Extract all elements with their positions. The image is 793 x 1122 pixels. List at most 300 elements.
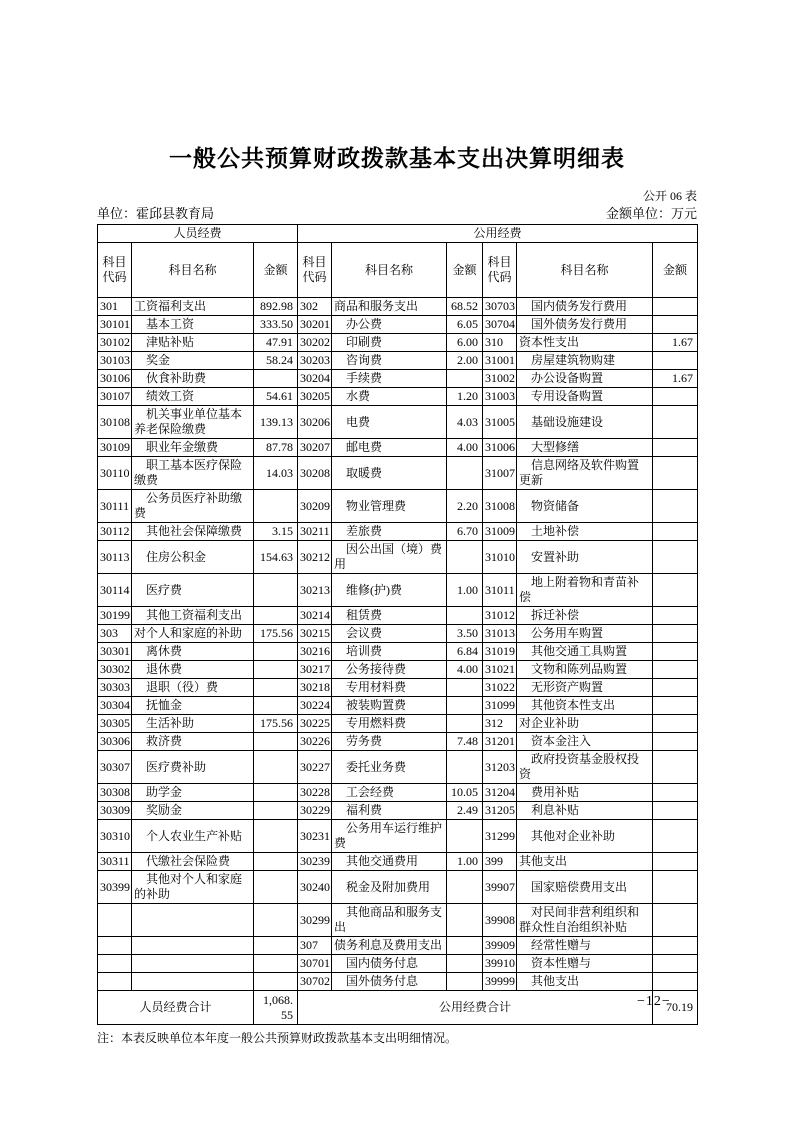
- amount-cell: [653, 490, 698, 523]
- amount-cell: [447, 679, 483, 697]
- unit-label: 单位：霍邱县教育局: [97, 206, 215, 221]
- amount-cell: [653, 853, 698, 871]
- amount-cell: 58.24: [254, 352, 298, 370]
- amount-cell: 1.00: [447, 574, 483, 607]
- amount-cell: [653, 751, 698, 784]
- amount-cell: 14.03: [254, 457, 298, 490]
- amount-cell: 6.70: [447, 523, 483, 541]
- subject-code-cell: 30211: [298, 523, 332, 541]
- subject-name-cell: 奖金: [132, 352, 254, 370]
- subject-name-cell: 信息网络及软件购置更新: [517, 457, 653, 490]
- amount-cell: [447, 370, 483, 388]
- table-row: [98, 334, 698, 352]
- amount-cell: 6.84: [447, 643, 483, 661]
- subject-code-cell: 31012: [483, 607, 517, 625]
- table-row: [98, 853, 698, 871]
- subject-code-cell: 30311: [98, 853, 132, 871]
- table-row: [98, 457, 698, 490]
- subject-code-cell: 30201: [298, 316, 332, 334]
- subject-code-cell: 302: [298, 298, 332, 316]
- amount-cell: [447, 607, 483, 625]
- table-row: [98, 802, 698, 820]
- amount-cell: [653, 643, 698, 661]
- subject-code-cell: 39909: [483, 937, 517, 955]
- amount-cell: [653, 955, 698, 973]
- subject-code-cell: 301: [98, 298, 132, 316]
- amount-cell: 333.50: [254, 316, 298, 334]
- subject-code-cell: 30217: [298, 661, 332, 679]
- subject-name-cell: 公务用车运行维护费: [332, 820, 447, 853]
- subject-code-cell: 30215: [298, 625, 332, 643]
- amount-cell: [653, 298, 698, 316]
- subject-name-cell: 对民间非营利组织和群众性自治组织补贴: [517, 904, 653, 937]
- amount-cell: [254, 904, 298, 937]
- subject-name-cell: 房屋建筑物购建: [517, 352, 653, 370]
- subject-code-cell: 30229: [298, 802, 332, 820]
- subject-code-cell: 31011: [483, 574, 517, 607]
- subject-name-cell: 印刷费: [332, 334, 447, 352]
- subject-name-cell: 专用设备购置: [517, 388, 653, 406]
- table-row: [98, 316, 698, 334]
- subject-name-cell: 助学金: [132, 784, 254, 802]
- subject-code-cell: 31007: [483, 457, 517, 490]
- amount-cell: [447, 820, 483, 853]
- subject-name-cell: 债务利息及费用支出: [332, 937, 447, 955]
- subject-code-cell: 30214: [298, 607, 332, 625]
- amount-cell: 175.56: [254, 625, 298, 643]
- table-note: 注：本表反映单位本年度一般公共预算财政拨款基本支出明细情况。: [97, 1031, 458, 1045]
- subject-name-cell: 手续费: [332, 370, 447, 388]
- meta-row: [97, 206, 697, 222]
- amount-cell: 2.20: [447, 490, 483, 523]
- subject-name-cell: 地上附着物和青苗补偿: [517, 574, 653, 607]
- subject-code-cell: 30207: [298, 439, 332, 457]
- subject-name-cell: 职工基本医疗保险缴费: [132, 457, 254, 490]
- subject-code-cell: 30701: [298, 955, 332, 973]
- amount-cell: [254, 853, 298, 871]
- subject-name-cell: [132, 937, 254, 955]
- totals-row: [98, 991, 698, 1025]
- amount-cell: [653, 733, 698, 751]
- subject-code-cell: 31205: [483, 802, 517, 820]
- amount-cell: [254, 784, 298, 802]
- col-header-name: 科目名称: [517, 243, 653, 298]
- subject-code-cell: 30213: [298, 574, 332, 607]
- table-row: [98, 439, 698, 457]
- amount-cell: 139.13: [254, 406, 298, 439]
- subject-code-cell: 30703: [483, 298, 517, 316]
- subject-name-cell: 其他支出: [517, 973, 653, 991]
- subject-name-cell: 其他支出: [517, 853, 653, 871]
- subject-code-cell: 30108: [98, 406, 132, 439]
- col-header-code: 科目代码: [98, 243, 132, 298]
- amount-cell: [653, 784, 698, 802]
- subject-code-cell: 30218: [298, 679, 332, 697]
- amount-cell: [653, 904, 698, 937]
- subject-name-cell: 培训费: [332, 643, 447, 661]
- table-row: [98, 352, 698, 370]
- subject-name-cell: 经常性赠与: [517, 937, 653, 955]
- amount-cell: 2.00: [447, 352, 483, 370]
- subject-name-cell: 物资储备: [517, 490, 653, 523]
- subject-code-cell: 30309: [98, 802, 132, 820]
- subject-name-cell: 劳务费: [332, 733, 447, 751]
- subject-name-cell: 国外债务付息: [332, 973, 447, 991]
- amount-cell: [653, 406, 698, 439]
- subject-code-cell: 30205: [298, 388, 332, 406]
- subject-name-cell: 其他对企业补助: [517, 820, 653, 853]
- subject-code-cell: [98, 955, 132, 973]
- table-tag-label: 公开 06 表: [642, 189, 697, 203]
- amount-cell: [254, 490, 298, 523]
- subject-code-cell: 312: [483, 715, 517, 733]
- subject-name-cell: 对个人和家庭的补助: [132, 625, 254, 643]
- table-row: [98, 388, 698, 406]
- amount-cell: 1.67: [653, 370, 698, 388]
- amount-cell: [653, 820, 698, 853]
- page-number: −12−: [637, 994, 671, 1009]
- amount-cell: [653, 973, 698, 991]
- subject-name-cell: 资本金注入: [517, 733, 653, 751]
- subject-name-cell: 伙食补助费: [132, 370, 254, 388]
- amount-cell: [254, 607, 298, 625]
- amount-cell: [653, 607, 698, 625]
- amount-cell: 4.00: [447, 661, 483, 679]
- subject-code-cell: 31008: [483, 490, 517, 523]
- subject-name-cell: 工会经费: [332, 784, 447, 802]
- subject-name-cell: 费用补贴: [517, 784, 653, 802]
- subject-name-cell: [132, 955, 254, 973]
- amount-cell: [254, 661, 298, 679]
- amount-cell: [653, 388, 698, 406]
- amount-cell: 4.03: [447, 406, 483, 439]
- amount-cell: 7.48: [447, 733, 483, 751]
- amount-cell: [254, 820, 298, 853]
- subject-code-cell: 31299: [483, 820, 517, 853]
- subject-name-cell: 电费: [332, 406, 447, 439]
- table-row: [98, 820, 698, 853]
- amount-cell: [254, 733, 298, 751]
- amount-cell: [447, 541, 483, 574]
- subject-name-cell: 退休费: [132, 661, 254, 679]
- subject-code-cell: 30310: [98, 820, 132, 853]
- subject-code-cell: 30204: [298, 370, 332, 388]
- subject-name-cell: 离休费: [132, 643, 254, 661]
- table-row: [98, 871, 698, 904]
- subject-name-cell: 公务员医疗补助缴费: [132, 490, 254, 523]
- amount-cell: [653, 871, 698, 904]
- amount-cell: [254, 751, 298, 784]
- subject-name-cell: 土地补偿: [517, 523, 653, 541]
- amount-cell: [653, 523, 698, 541]
- subject-code-cell: 31019: [483, 643, 517, 661]
- table-row: [98, 697, 698, 715]
- personnel-total-amount: [254, 991, 298, 1025]
- subject-code-cell: 30102: [98, 334, 132, 352]
- subject-code-cell: 30111: [98, 490, 132, 523]
- subject-name-cell: 被装购置费: [332, 697, 447, 715]
- subject-code-cell: 30302: [98, 661, 132, 679]
- subject-code-cell: 30704: [483, 316, 517, 334]
- subject-name-cell: 会议费: [332, 625, 447, 643]
- subject-name-cell: 其他商品和服务支出: [332, 904, 447, 937]
- amount-cell: [447, 871, 483, 904]
- table-row: [98, 937, 698, 955]
- subject-name-cell: 国内债务付息: [332, 955, 447, 973]
- table-row: [98, 607, 698, 625]
- subject-name-cell: 差旅费: [332, 523, 447, 541]
- subject-name-cell: 个人农业生产补贴: [132, 820, 254, 853]
- subject-code-cell: 30228: [298, 784, 332, 802]
- amount-cell: [254, 679, 298, 697]
- subject-code-cell: [98, 937, 132, 955]
- subject-code-cell: 39910: [483, 955, 517, 973]
- subject-name-cell: 水费: [332, 388, 447, 406]
- table-row: [98, 625, 698, 643]
- subject-name-cell: 无形资产购置: [517, 679, 653, 697]
- subject-code-cell: 30109: [98, 439, 132, 457]
- amount-cell: 54.61: [254, 388, 298, 406]
- amount-cell: [653, 439, 698, 457]
- subject-code-cell: 307: [298, 937, 332, 955]
- amount-cell: 154.63: [254, 541, 298, 574]
- subject-code-cell: 31001: [483, 352, 517, 370]
- subject-code-cell: 39999: [483, 973, 517, 991]
- table-row: [98, 679, 698, 697]
- amount-cell: [653, 937, 698, 955]
- subject-code-cell: 31005: [483, 406, 517, 439]
- subject-code-cell: 30114: [98, 574, 132, 607]
- subject-name-cell: 利息补贴: [517, 802, 653, 820]
- subject-code-cell: 31099: [483, 697, 517, 715]
- subject-code-cell: 30112: [98, 523, 132, 541]
- page-title: 一般公共预算财政拨款基本支出决算明细表: [169, 146, 625, 172]
- subject-code-cell: 31013: [483, 625, 517, 643]
- subject-name-cell: 退职（役）费: [132, 679, 254, 697]
- subject-code-cell: 30199: [98, 607, 132, 625]
- subject-name-cell: 国家赔偿费用支出: [517, 871, 653, 904]
- expenditure-table: [97, 224, 698, 1025]
- amount-cell: 2.49: [447, 802, 483, 820]
- table-row: [98, 574, 698, 607]
- table-row: [98, 298, 698, 316]
- subject-name-cell: 专用材料费: [332, 679, 447, 697]
- table-row: [98, 973, 698, 991]
- amount-cell: [254, 370, 298, 388]
- subject-name-cell: 公务用车购置: [517, 625, 653, 643]
- subject-code-cell: 30308: [98, 784, 132, 802]
- subject-name-cell: 物业管理费: [332, 490, 447, 523]
- amount-cell: 4.00: [447, 439, 483, 457]
- table-row: [98, 733, 698, 751]
- table-row: [98, 523, 698, 541]
- table-row: [98, 406, 698, 439]
- subject-code-cell: [98, 904, 132, 937]
- amount-cell: [653, 625, 698, 643]
- amount-cell: 68.52: [447, 298, 483, 316]
- subject-code-cell: 30301: [98, 643, 132, 661]
- subject-code-cell: 30107: [98, 388, 132, 406]
- public-total-amount: 70.19: [653, 991, 698, 1025]
- subject-name-cell: 办公设备购置: [517, 370, 653, 388]
- subject-code-cell: 30299: [298, 904, 332, 937]
- subject-code-cell: 30307: [98, 751, 132, 784]
- table-row: [98, 751, 698, 784]
- subject-name-cell: 其他交通费用: [332, 853, 447, 871]
- subject-name-cell: 其他工资福利支出: [132, 607, 254, 625]
- amount-cell: [653, 574, 698, 607]
- subject-name-cell: 其他对个人和家庭的补助: [132, 871, 254, 904]
- subject-name-cell: 资本性支出: [517, 334, 653, 352]
- subject-name-cell: 资本性赠与: [517, 955, 653, 973]
- subject-name-cell: 抚恤金: [132, 697, 254, 715]
- subject-code-cell: 30702: [298, 973, 332, 991]
- subject-name-cell: 代缴社会保险费: [132, 853, 254, 871]
- subject-code-cell: 31002: [483, 370, 517, 388]
- amount-cell: 47.91: [254, 334, 298, 352]
- amount-cell: 10.05: [447, 784, 483, 802]
- subject-code-cell: 30203: [298, 352, 332, 370]
- subject-name-cell: [132, 973, 254, 991]
- subject-name-cell: 大型修缮: [517, 439, 653, 457]
- subject-code-cell: 31006: [483, 439, 517, 457]
- col-header-code: 科目代码: [483, 243, 517, 298]
- subject-code-cell: 30240: [298, 871, 332, 904]
- subject-name-cell: 租赁费: [332, 607, 447, 625]
- subject-code-cell: 30106: [98, 370, 132, 388]
- col-header-name: 科目名称: [132, 243, 254, 298]
- subject-name-cell: 福利费: [332, 802, 447, 820]
- amount-cell: [254, 802, 298, 820]
- subject-name-cell: 委托业务费: [332, 751, 447, 784]
- subject-name-cell: 政府投资基金股权投资: [517, 751, 653, 784]
- subject-code-cell: 30216: [298, 643, 332, 661]
- amount-cell: [653, 316, 698, 334]
- amount-cell: [447, 457, 483, 490]
- table-row: [98, 904, 698, 937]
- subject-code-cell: 30212: [298, 541, 332, 574]
- amount-cell: 892.98: [254, 298, 298, 316]
- subject-name-cell: 税金及附加费用: [332, 871, 447, 904]
- subject-code-cell: 30305: [98, 715, 132, 733]
- subject-code-cell: 30226: [298, 733, 332, 751]
- column-header-row: [98, 243, 698, 298]
- subject-name-cell: 文物和陈列品购置: [517, 661, 653, 679]
- table-row: [98, 643, 698, 661]
- subject-code-cell: 30101: [98, 316, 132, 334]
- amount-cell: [447, 973, 483, 991]
- amount-cell: [254, 955, 298, 973]
- col-header-code: 科目代码: [298, 243, 332, 298]
- subject-name-cell: 工资福利支出: [132, 298, 254, 316]
- subject-name-cell: 机关事业单位基本养老保险缴费: [132, 406, 254, 439]
- amount-cell: [254, 973, 298, 991]
- subject-name-cell: 职业年金缴费: [132, 439, 254, 457]
- amount-cell: [653, 697, 698, 715]
- amount-cell: [447, 697, 483, 715]
- amount-cell: [447, 751, 483, 784]
- subject-name-cell: 国外债务发行费用: [517, 316, 653, 334]
- subject-name-cell: 医疗费: [132, 574, 254, 607]
- table-row: [98, 541, 698, 574]
- subject-code-cell: 39907: [483, 871, 517, 904]
- table-body: [98, 298, 698, 991]
- subject-name-cell: 因公出国（境）费用: [332, 541, 447, 574]
- table-row: [98, 661, 698, 679]
- subject-code-cell: 31009: [483, 523, 517, 541]
- subject-name-cell: 维修(护)费: [332, 574, 447, 607]
- amount-cell: [653, 352, 698, 370]
- subject-name-cell: 安置补助: [517, 541, 653, 574]
- subject-name-cell: 其他社会保障缴费: [132, 523, 254, 541]
- subject-code-cell: 30208: [298, 457, 332, 490]
- subject-code-cell: 303: [98, 625, 132, 643]
- amount-cell: [447, 955, 483, 973]
- subject-name-cell: 生活补助: [132, 715, 254, 733]
- subject-name-cell: 其他交通工具购置: [517, 643, 653, 661]
- group-header-public: 公用经费: [298, 225, 698, 243]
- subject-code-cell: 30227: [298, 751, 332, 784]
- amount-cell: [653, 541, 698, 574]
- amount-cell: 175.56: [254, 715, 298, 733]
- document-content: [97, 144, 697, 1046]
- amount-cell: [653, 802, 698, 820]
- subject-code-cell: 31021: [483, 661, 517, 679]
- group-header-row: [98, 225, 698, 243]
- subject-name-cell: 基本工资: [132, 316, 254, 334]
- amount-cell: 3.50: [447, 625, 483, 643]
- subject-code-cell: 30224: [298, 697, 332, 715]
- subject-code-cell: 30306: [98, 733, 132, 751]
- subject-name-cell: 住房公积金: [132, 541, 254, 574]
- amount-cell: 3.15: [254, 523, 298, 541]
- subject-name-cell: 拆迁补偿: [517, 607, 653, 625]
- personnel-total-label: 人员经费合计: [98, 991, 254, 1025]
- subject-name-cell: 对企业补助: [517, 715, 653, 733]
- amount-cell: [653, 679, 698, 697]
- subject-code-cell: 39908: [483, 904, 517, 937]
- subject-name-cell: 邮电费: [332, 439, 447, 457]
- subject-name-cell: 国内债务发行费用: [517, 298, 653, 316]
- subject-name-cell: 基础设施建设: [517, 406, 653, 439]
- subject-name-cell: 津贴补贴: [132, 334, 254, 352]
- amount-cell: [447, 937, 483, 955]
- subject-code-cell: 30399: [98, 871, 132, 904]
- table-row: [98, 784, 698, 802]
- personnel-total-value: 1,068.55: [263, 992, 294, 1022]
- amount-cell: [653, 661, 698, 679]
- public-total-label: 公用经费合计: [298, 991, 653, 1025]
- amount-cell: 1.20: [447, 388, 483, 406]
- amount-cell: [653, 715, 698, 733]
- col-header-amount: 金额: [254, 243, 298, 298]
- table-row: [98, 370, 698, 388]
- subject-code-cell: 30206: [298, 406, 332, 439]
- group-header-personnel: 人员经费: [98, 225, 298, 243]
- amount-cell: [254, 643, 298, 661]
- amount-cell: 6.00: [447, 334, 483, 352]
- subject-code-cell: 30225: [298, 715, 332, 733]
- subject-name-cell: 医疗费补助: [132, 751, 254, 784]
- amount-cell: 1.67: [653, 334, 698, 352]
- subject-code-cell: 30304: [98, 697, 132, 715]
- subject-name-cell: 奖励金: [132, 802, 254, 820]
- subject-code-cell: 30110: [98, 457, 132, 490]
- subject-code-cell: 30103: [98, 352, 132, 370]
- subject-code-cell: 30231: [298, 820, 332, 853]
- subject-code-cell: [98, 973, 132, 991]
- amount-cell: [254, 697, 298, 715]
